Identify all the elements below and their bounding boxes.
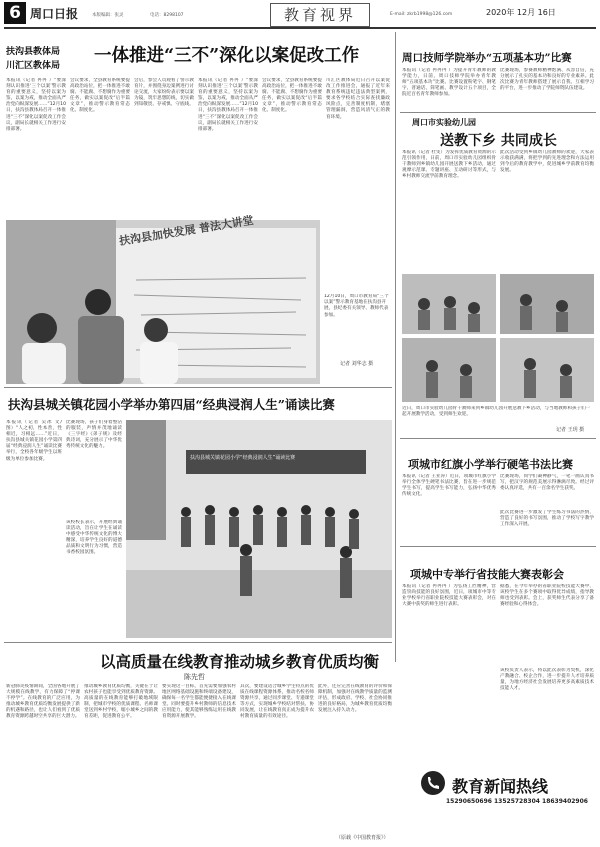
phone-icon: [420, 770, 446, 796]
lead-photo-caption: 12月10日，周口市教育局“三个以案”警示教育基地在扶沟县开展，县纪委有关领导、教师代表参加。: [324, 294, 389, 318]
email-line: E-mail: zkrb1998@126.com: [390, 12, 453, 17]
recitation-photo: [126, 420, 392, 638]
kindergarten-kicker: 周口市实验幼儿园: [412, 117, 476, 127]
recitation-photo-illustration: [126, 420, 392, 638]
recitation-headline: 扶沟县城关镇花园小学举办第四届“经典浸润人生”诵读比赛: [8, 397, 335, 412]
lead-kicker-2: 川汇区教体局: [6, 61, 61, 71]
lead-photo-credit: 记者 刘华志 摄: [340, 361, 374, 367]
page-number: 6: [4, 2, 26, 24]
commentary-source: （原载《中国教育报》）: [336, 835, 389, 841]
kindergarten-photo-credit: 记者 王玥 摄: [556, 427, 585, 433]
section-banner: 教育视界: [270, 3, 370, 27]
technician-text-col-1: 本报讯（记者 冉冉冉 ）为提升青年教师的教学能力，日前，周口技师学院举办青年教师“五项基本功”比赛。比赛设置粉笔字、钢笔字、普通话、简笔画、教学设计五个项目，全院近百名青年教师参加。: [402, 68, 496, 98]
commentary-text-col-1: 新冠肺炎疫情期间，全国各地开展了大规模在线教学，有力保障了“停课不停学”。在线教育的广泛应用，为推动城乡教育优质均衡发展提供了新的机遇和路径，也让人们看到了优质教育资源跨越时空共享的巨大潜力。: [6, 684, 80, 720]
phone-line: 电话：8298107: [150, 13, 184, 18]
hongqi-text-col-2: 比赛现场，同学们凝神静气，一笔一画认真书写，把汉字的规范美展示得淋漓尽致。经过评委认真评选，共有一百余名学生获奖。: [500, 474, 594, 492]
divider-lead: [4, 387, 392, 388]
lead-photo-illustration: [6, 220, 320, 384]
paper-name: 周口日报: [30, 7, 79, 21]
commentary-author: 陈先哲: [184, 673, 205, 681]
commentary-text-col-2: 推动城乡教育优质均衡，关键在于让农村孩子也能享受到优质教育资源。高质量的在线教育能够打破地域限制，把城市学校的优质课程、名师课堂送到乡村学校，缩小城乡之间的教育差距，促进教育公平。: [84, 684, 158, 720]
editor-line: 本版编辑：张灵: [92, 13, 124, 18]
header-rule: [4, 27, 596, 29]
hotline-phone-icon: [420, 770, 446, 796]
kindergarten-text-col-2: 此次活动受到乡镇幼儿园教师的欢迎，大家表示收获满满，将把学到的先进理念和方法运用到今后的教育教学中，促进城乡学前教育均衡发展。: [500, 150, 594, 174]
recitation-photo-banner: 扶沟县城关镇花园小学“经典浸润人生”诵读比赛: [190, 455, 296, 461]
divider-recitation: [4, 642, 392, 643]
divider-hongqi: [400, 546, 596, 547]
lead-text-col-1: 本报讯（记者 冉冉 ）“要深刻认识推进‘三个以案’警示教育的重要意义，坚持以案为鉴、以案为戒，推动全面从严治党向纵深发展……”12月10日，扶沟县教体局召开一体推进“三不”深化以案促改工作会议，副局长就相关工作进行安排部署。: [6, 78, 66, 132]
kindergarten-headline: 送教下乡 共同成长: [440, 133, 557, 149]
hongqi-text-col-2b: 此次比赛进一步激发了学生练习书法的热情，营造了良好的书写氛围，推动了学校写字教学工作深入开展。: [500, 510, 594, 528]
hotline-title: 教育新闻热线: [452, 777, 549, 796]
lead-kicker-1: 扶沟县教体局: [6, 47, 61, 57]
kindergarten-photos-illustration: [402, 274, 594, 402]
commentary-headline: 以高质量在线教育推动城乡教育优质均衡: [100, 652, 380, 671]
lead-text-col-4: 本报讯（记者 冉冉 ）“要深刻认识推进‘三个以案’警示教育的重要意义，坚持以案为鉴、以案为戒，推动全面从严治党向纵深发展……”12月10日，扶沟县教体局召开一体推进“三不”深化以案促改工作会议，副局长就相关工作进行安排部署。: [198, 78, 258, 132]
lead-photo-banner: 扶沟县加快发展 普法大讲堂: [118, 213, 255, 248]
lead-headline: 一体推进“三不”深化以案促改工作: [94, 46, 360, 66]
kindergarten-photo-caption: 近日，周口市实验幼儿园骨干教师来到乡镇幼儿园开展送教下乡活动，与当地教师和孩子们一起开展教学活动，受到师生欢迎。: [402, 406, 591, 418]
commentary-text-col-5: 此外，还应完善在线教育的评价和保障机制，加强对在线教学质量的监测评估，形成政府、学校、社会协同推进的良好格局，为城乡教育优质均衡发展注入持久动力。: [318, 684, 392, 714]
vocational-text-col-2b: 该校负责人表示，将以此次表彰为契机，深化产教融合、校企合作，进一步提升人才培养质量，为地方经济社会发展培养更多高素质技术技能人才。: [500, 668, 594, 692]
vocational-text-col-2: 据悉，在今年举办的省职业院校技能大赛中，该校学生在多个赛项中取得优异成绩，指导教师也受到表彰。会上，获奖师生代表分享了备赛经验和心得体会。: [500, 584, 594, 608]
recitation-text-col-2b: 该校校长表示，开展经典诵读活动，旨在让学生在诵读中感受中华传统文化的博大精深，培养学生良好的道德品质和文明行为习惯，营造书香校园氛围。: [66, 520, 122, 556]
kindergarten-photos: [402, 274, 594, 402]
right-column-divider: [395, 32, 396, 662]
technician-text-col-2: 比赛现场，参赛教师精神饱满、从容自信，充分展示了扎实的基本功和良好的专业素养。此次比赛为青年教师搭建了展示自我、互相学习的平台，进一步推动了学院师资队伍建设。: [500, 68, 594, 92]
divider-technician: [400, 112, 596, 113]
kindergarten-text-col-1: 本报讯（记者 杜雯）为发挥优质教育资源的示范引领作用，日前，周口市实验幼儿园组织骨干教师到乡镇幼儿园开展送教下乡活动，通过观摩示范课、专题讲座、互动研讨等形式，与乡村教师交流学前教育理念。: [402, 150, 496, 180]
vocational-headline: 项城中专举行省技能大赛表彰会: [410, 568, 564, 581]
divider-kindergarten: [400, 438, 596, 439]
lead-text-col-5: 会议要求，全县教育系统要提高政治站位，把一体推进不敢腐、不能腐、不想腐作为重要任务，做实以案促改“后半篇文章”，推动警示教育常态化、制度化。: [262, 78, 322, 114]
lead-text-col-2: 会议要求，全县教育系统要提高政治站位，把一体推进不敢腐、不能腐、不想腐作为重要任务，做实以案促改“后半篇文章”，推动警示教育常态化、制度化。: [70, 78, 130, 114]
lead-text-col-6: 川汇区教体局近日召开以案促改工作推进会，通报了近年来教育系统违纪违法典型案例，要求各学校结合实际查找廉政风险点，完善制度机制，堵塞管理漏洞，营造风清气正的教育环境。: [326, 78, 390, 120]
lead-text-col-3: 会后，参会人员观看了警示教育片，并围绕身边案例进行讨论交流，大家纷纷表示要以案为镜，筑牢思想防线，切实做到知敬畏、存戒惧、守底线。: [134, 78, 194, 108]
technician-headline: 周口技师学院举办“五项基本功”比赛: [402, 52, 572, 64]
hotline-numbers: 15290650696 13525728304 18639402906: [446, 798, 588, 805]
hongqi-text-col-1: 本报讯（记者 王亚涛）近日，项城市红旗小学举行全体学生硬笔书法比赛，旨在进一步规范学生书写，提高学生书写能力，弘扬中华优秀传统文化。: [402, 474, 496, 498]
vocational-text-col-1: 本报讯（记者 冉冉冉 ）为弘扬工匠精神，营造崇尚技能的良好氛围，近日，项城市中等专业学校举行省职业院校技能大赛表彰会，对在大赛中获奖的师生进行表彰。: [402, 584, 496, 608]
recitation-text-col-1: 本报讯（记者 吴冰 文/图）“人之初，性本善，性相近，习相远……”近日，扶沟县城关镇花园小学第四届“经典浸润人生”诵读比赛举行，全校各年级学生以班级为单位参加比赛。: [6, 420, 62, 462]
issue-date: 2020年 12月 16日: [486, 8, 556, 17]
commentary-text-col-4: 其次，要建设适合城乡学生特点的优质在线课程资源体系，推动名校名师资源共享，通过同步课堂、专递课堂等方式，实现城乡学校结对帮扶、协同发展，让在线教育真正成为提升农村教育质量的有效途径。: [240, 684, 314, 720]
lead-photo: [6, 220, 320, 384]
hongqi-headline: 项城市红旗小学举行硬笔书法比赛: [408, 458, 573, 471]
recitation-text-col-2: 比赛现场，孩子们身着整洁的服装，声情并茂地诵读《三字经》《弟子规》及经典诗词，充分展示了中华优秀传统文化的魅力。: [66, 420, 122, 450]
commentary-text-col-3: 要实现这一目标，首先需要加强农村地区网络基础设施和终端设备建设，确保每一名学生都能便捷接入在线课堂。同时要提升乡村教师的信息技术应用能力，使其能够熟练运用在线教育资源开展教学。: [162, 684, 236, 720]
